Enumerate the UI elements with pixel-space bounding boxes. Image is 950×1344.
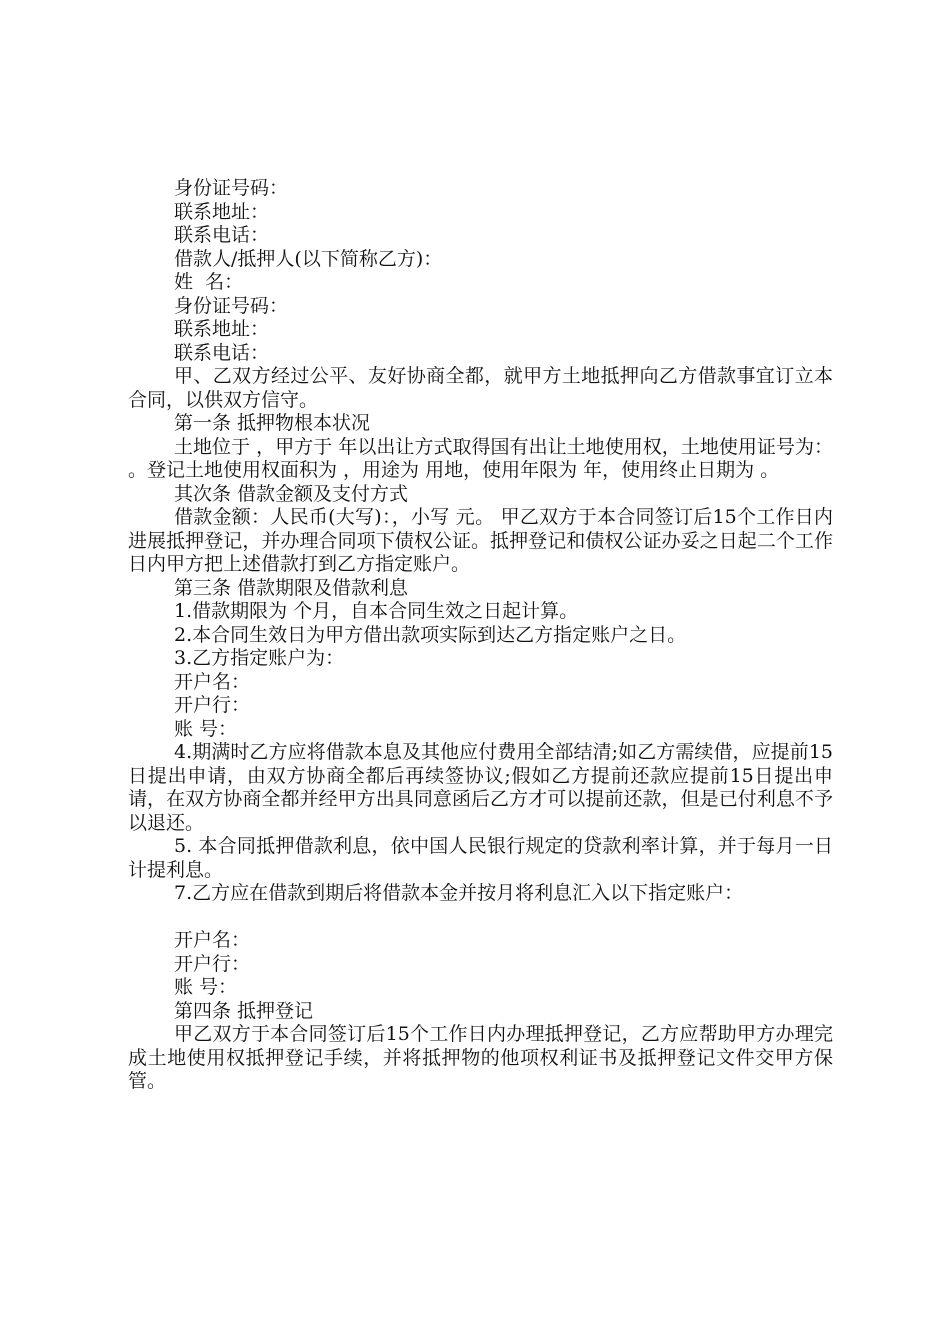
paragraph: 2.本合同生效日为甲方借出款项实际到达乙方指定账户之日。 <box>174 623 687 646</box>
paragraph: 开户名： <box>174 670 251 693</box>
section-heading: 第四条 抵押登记 <box>174 999 314 1022</box>
paragraph: 甲、乙双方经过公平、友好协商全都，就甲方土地抵押向乙方借款事宜订立本合同，以供双方信守。 <box>128 365 833 411</box>
paragraph: 账 号： <box>174 717 238 740</box>
paragraph: 身份证号码： <box>174 294 289 317</box>
paragraph: 身份证号码： <box>174 177 289 199</box>
paragraph: 姓 名： <box>174 271 244 293</box>
paragraph: 借款人/抵押人(以下简称乙方)： <box>174 247 443 270</box>
paragraph: 3.乙方指定账户为： <box>174 647 345 669</box>
paragraph: 1.借款期限为 个月，自本合同生效之日起计算。 <box>174 600 579 622</box>
section-heading: 其次条 借款金额及支付方式 <box>174 482 409 505</box>
paragraph: 联系电话： <box>174 224 270 246</box>
section-heading: 第一条 抵押物根本状况 <box>174 412 371 434</box>
paragraph: 7.乙方应在借款到期后将借款本金并按月将利息汇入以下指定账户： <box>174 882 744 904</box>
paragraph: 开户行： <box>174 952 251 975</box>
paragraph: 借款金额：人民币(大写)：，小写 元。 甲乙双方于本合同签订后15个工作日内进展抵押登记，并办理合同项下债权公证。抵押登记和债权公证办妥之日起二个工作日内甲方把上述借款打到乙方指定账户。 <box>128 506 833 575</box>
paragraph: 5. 本合同抵押借款利息，依中国人民银行规定的贷款利率计算，并于每月一日计提利息。 <box>128 835 833 881</box>
contract-body <box>128 177 833 1094</box>
paragraph: 联系电话： <box>174 341 270 364</box>
paragraph: 联系地址： <box>174 200 270 223</box>
paragraph: 土地位于 ，甲方于 年以出让方式取得国有出让土地使用权，土地使用证号为： 。登记土地使用权面积为 ，用途为 用地，使用年限为 年，使用终止日期为 。 <box>128 435 833 481</box>
paragraph: 4.期满时乙方应将借款本息及其他应付费用全部结清;如乙方需续借，应提前15日提出申请，由双方协商全都后再续签协议;假如乙方提前还款应提前15日提出申请，在双方协商全都并经甲方出具同意函后乙方才可以提前还款，但是已付利息不予以退还。 <box>128 741 833 834</box>
section-heading: 第三条 借款期限及借款利息 <box>174 576 409 599</box>
paragraph: 账 号： <box>174 976 238 998</box>
paragraph: 甲乙双方于本合同签订后15个工作日内办理抵押登记，乙方应帮助甲方办理完成土地使用权抵押登记手续，并将抵押物的他项权利证书及抵押登记文件交甲方保管。 <box>128 1023 833 1092</box>
paragraph: 开户行： <box>174 694 251 716</box>
paragraph: 联系地址： <box>174 318 270 340</box>
paragraph: 开户名： <box>174 929 251 951</box>
